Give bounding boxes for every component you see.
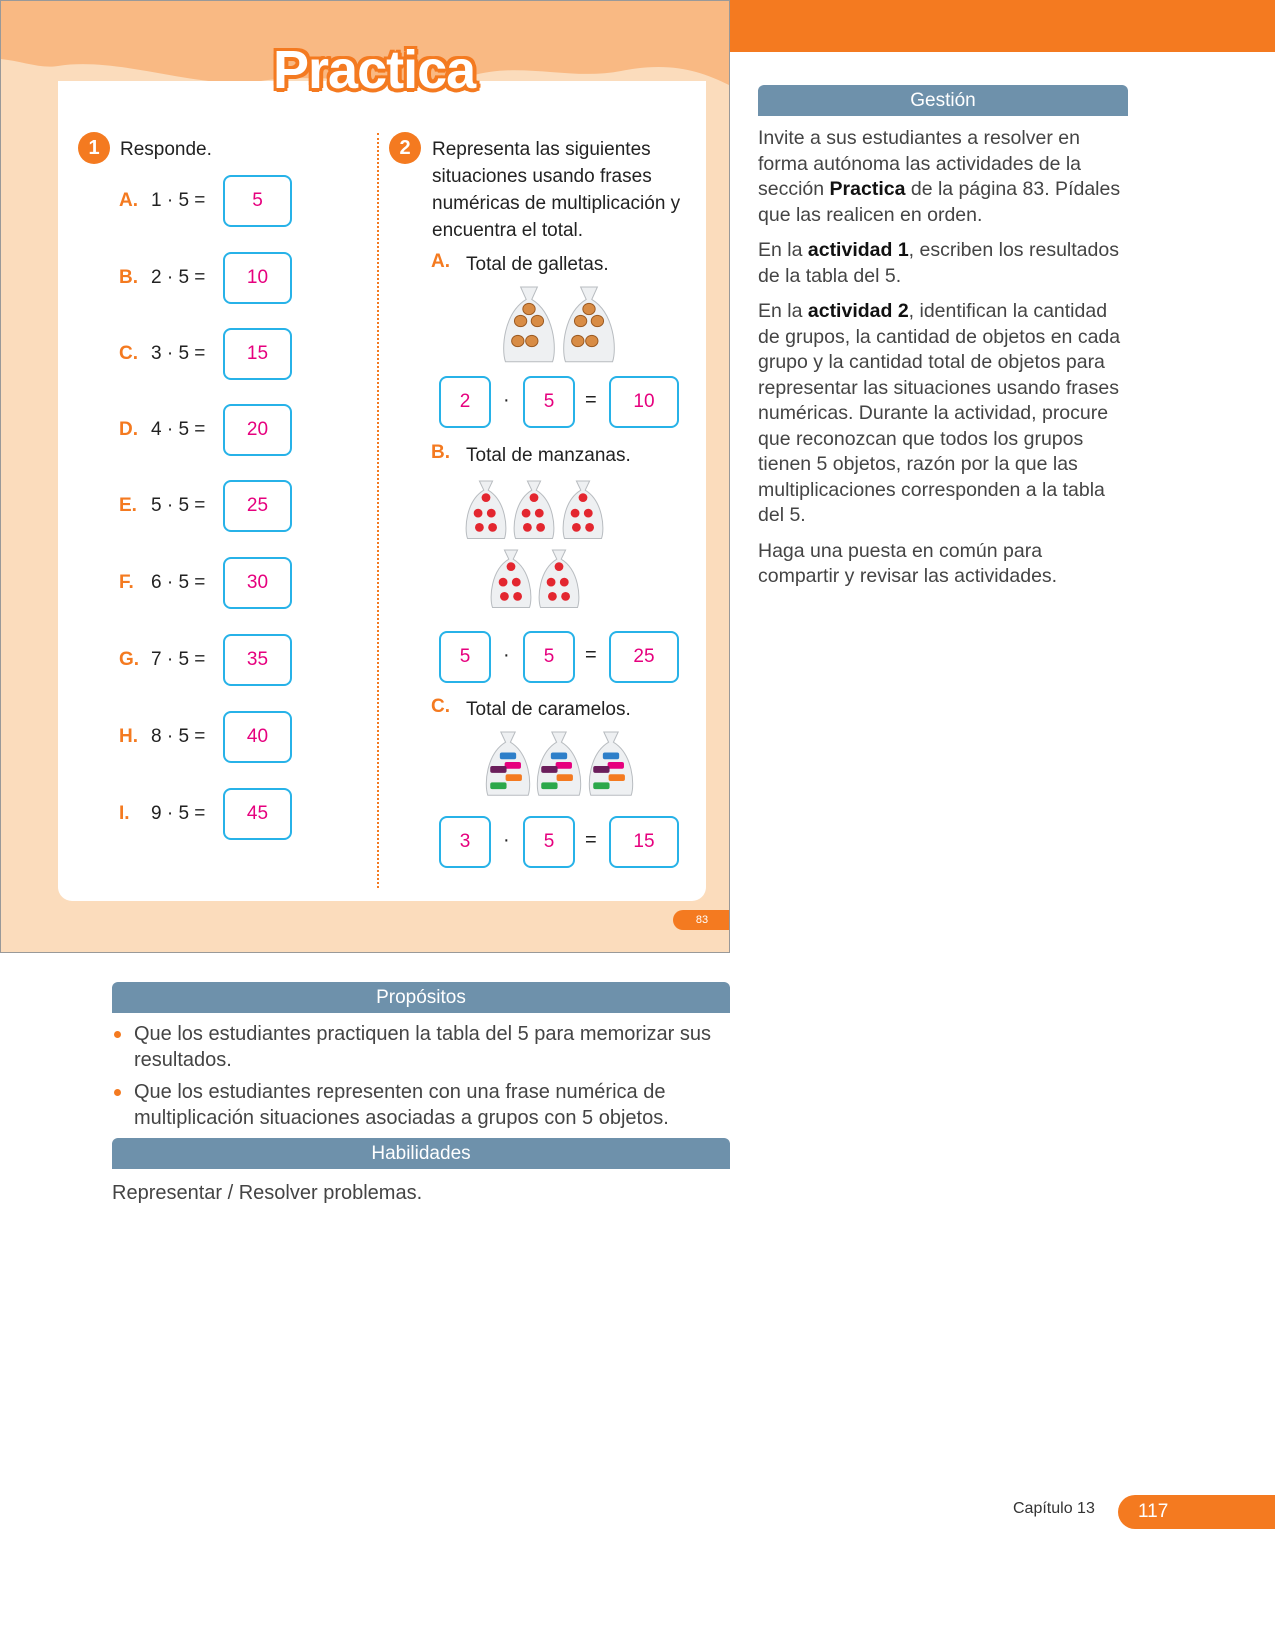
apple-bag-icon <box>489 548 533 615</box>
dotted-divider <box>377 133 379 888</box>
answer-box[interactable]: 30 <box>223 557 292 609</box>
habilidades-text: Representar / Resolver problemas. <box>112 1182 423 1204</box>
multiplication-expression: 1 · 5 = <box>151 190 206 211</box>
activity-1-number: 1 <box>78 132 110 164</box>
candy-bag-icon <box>484 730 532 803</box>
answer-box[interactable]: 40 <box>223 711 292 763</box>
habilidades-header: Habilidades <box>112 1138 730 1169</box>
answer-box[interactable]: 45 <box>223 788 292 840</box>
student-page-inset <box>0 0 730 953</box>
item-letter: H. <box>119 726 138 747</box>
factor-box[interactable]: 5 <box>523 631 575 683</box>
activity-2-number: 2 <box>389 132 421 164</box>
proposito-item: Que los estudiantes practiquen la tabla del 5 para memorizar sus resultados. <box>112 1021 730 1073</box>
gestion-header: Gestión <box>758 85 1128 116</box>
item-letter: F. <box>119 572 134 593</box>
activity-2-instruction: Representa las siguientes situaciones usando frases numéricas de multiplicación y encuentra el total. <box>432 139 681 241</box>
multiplication-expression: 4 · 5 = <box>151 419 206 440</box>
page-number: 117 <box>1118 1495 1275 1529</box>
times-sign: · <box>503 389 510 411</box>
multiplication-expression: 8 · 5 = <box>151 726 206 747</box>
gestion-section <box>758 85 1128 590</box>
answer-box[interactable]: 15 <box>223 328 292 380</box>
item-letter: B. <box>119 267 138 288</box>
item-letter: E. <box>119 495 137 516</box>
equals-sign: = <box>585 644 597 666</box>
answer-box[interactable]: 20 <box>223 404 292 456</box>
candy-bag-icon <box>587 730 635 803</box>
top-orange-bar <box>730 0 1275 52</box>
times-sign: · <box>503 829 510 851</box>
apple-bag-icon <box>464 479 508 546</box>
item-letter: A. <box>119 190 138 211</box>
answer-box[interactable]: 35 <box>223 634 292 686</box>
activity-1-instruction: Responde. <box>120 139 212 160</box>
factor-box[interactable]: 5 <box>439 631 491 683</box>
equals-sign: = <box>585 829 597 851</box>
item-letter: C. <box>119 343 138 364</box>
factor-box[interactable]: 5 <box>523 816 575 868</box>
propositos-header: Propósitos <box>112 982 730 1013</box>
item-letter: I. <box>119 803 130 824</box>
result-box[interactable]: 10 <box>609 376 679 428</box>
item-letter: B. <box>431 442 450 463</box>
habilidades-section <box>112 1138 730 1207</box>
result-box[interactable]: 25 <box>609 631 679 683</box>
factor-box[interactable]: 2 <box>439 376 491 428</box>
apple-bag-icon <box>561 479 605 546</box>
item-letter: G. <box>119 649 140 670</box>
equals-sign: = <box>585 389 597 411</box>
multiplication-expression: 9 · 5 = <box>151 803 206 824</box>
multiplication-expression: 5 · 5 = <box>151 495 206 516</box>
result-box[interactable]: 15 <box>609 816 679 868</box>
practice-title: Practica <box>273 40 476 100</box>
chapter-label: Capítulo 13 <box>1013 1500 1095 1517</box>
candy-bag-icon <box>535 730 583 803</box>
factor-box[interactable]: 3 <box>439 816 491 868</box>
multiplication-expression: 6 · 5 = <box>151 572 206 593</box>
inset-page-number: 83 <box>673 910 730 930</box>
answer-box[interactable]: 5 <box>223 175 292 227</box>
gestion-paragraph: Invite a sus estudiantes a resolver en forma autónoma las actividades de la sección Practica de la página 83. Pídales que las realicen en orden. <box>758 127 1121 226</box>
multiplication-expression: 2 · 5 = <box>151 267 206 288</box>
apple-bag-icon <box>512 479 556 546</box>
cookie-bag-icon <box>501 285 557 370</box>
multiplication-expression: 7 · 5 = <box>151 649 206 670</box>
multiplication-expression: 3 · 5 = <box>151 343 206 364</box>
item-letter: D. <box>119 419 138 440</box>
answer-box[interactable]: 25 <box>223 480 292 532</box>
item-label: Total de galletas. <box>466 254 609 275</box>
cookie-bag-icon <box>561 285 617 370</box>
times-sign: · <box>503 644 510 666</box>
gestion-paragraph: Haga una puesta en común para compartir y revisar las actividades. <box>758 539 1058 587</box>
apple-bag-icon <box>537 548 581 615</box>
gestion-paragraph: En la actividad 1, escriben los resultados de la tabla del 5. <box>758 239 1119 287</box>
item-label: Total de manzanas. <box>466 445 631 466</box>
item-label: Total de caramelos. <box>466 699 631 720</box>
proposito-item: Que los estudiantes representen con una frase numérica de multiplicación situaciones asociadas a grupos con 5 objetos. <box>112 1079 730 1131</box>
answer-box[interactable]: 10 <box>223 252 292 304</box>
propositos-section <box>112 982 730 1137</box>
gestion-paragraph: En la actividad 2, identifican la cantidad de grupos, la cantidad de objetos en cada grupo y la cantidad total de objetos para representar las situaciones usando frases numéricas. Durante la actividad, procure que reconozcan que todos los grupos tienen 5 objetos, razón por la que las multiplicaciones corresponden a la tabla del 5. <box>758 300 1121 526</box>
item-letter: C. <box>431 696 450 717</box>
factor-box[interactable]: 5 <box>523 376 575 428</box>
item-letter: A. <box>431 251 450 272</box>
